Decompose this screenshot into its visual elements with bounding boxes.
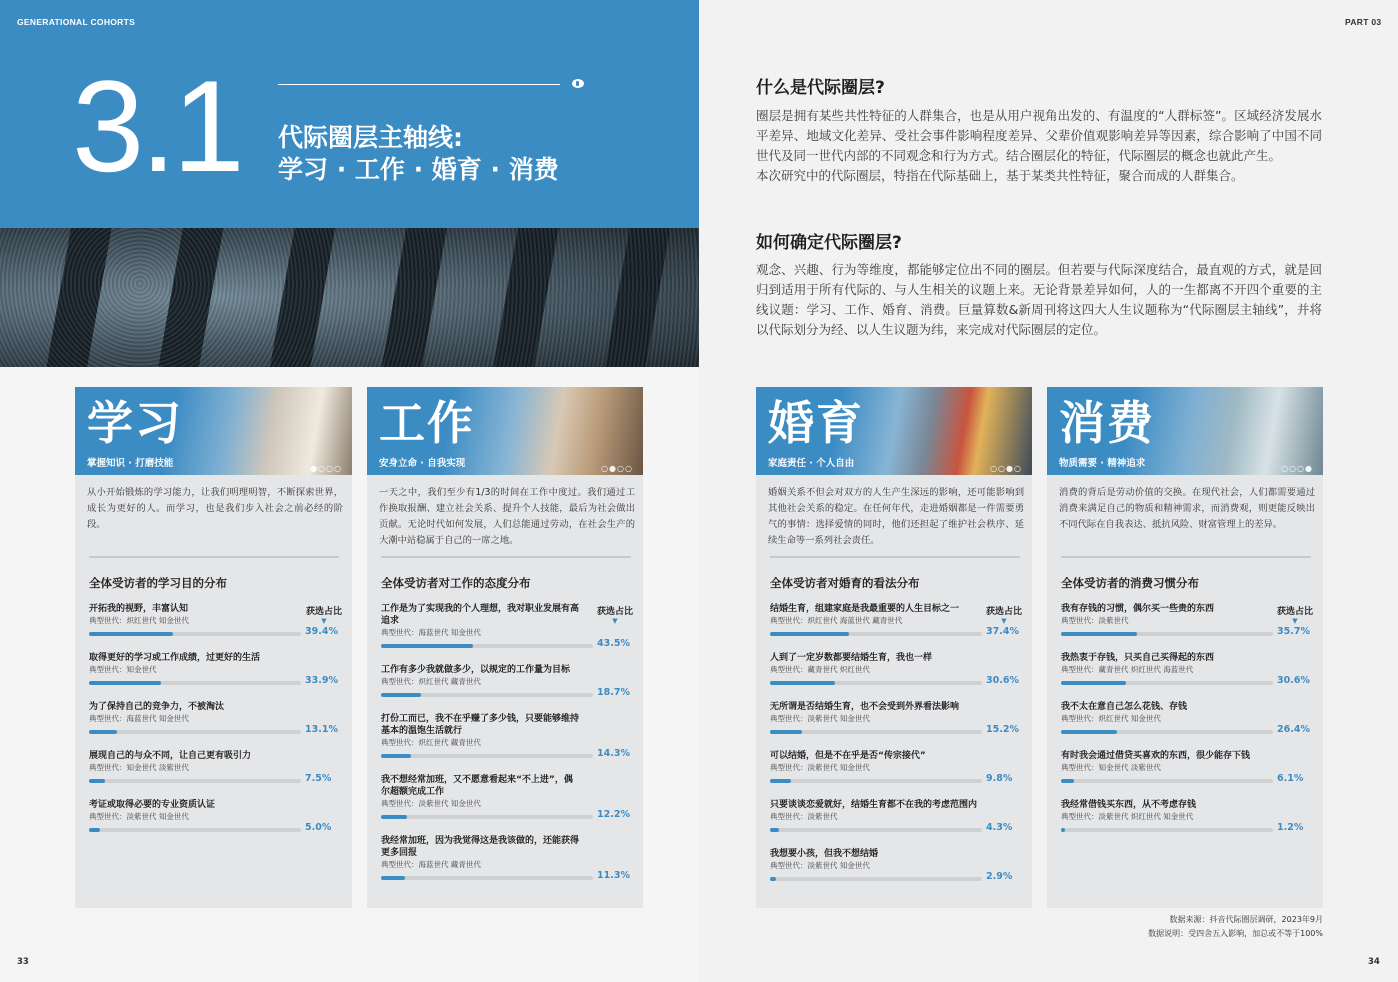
bar-value-label: 43.5% bbox=[597, 638, 630, 649]
bar-value-label: 2.9% bbox=[986, 871, 1013, 882]
card-marriage bbox=[756, 387, 1032, 908]
chart-row bbox=[770, 603, 985, 626]
bar-fill bbox=[381, 754, 411, 758]
row-label: 无所谓是否结婚生育，也不会受到外界看法影响 bbox=[770, 702, 960, 712]
bar-track bbox=[1061, 632, 1273, 636]
row-label: 为了保持自己的竞争力，不被淘汰 bbox=[89, 702, 225, 712]
bar-track bbox=[381, 815, 593, 819]
chart-row bbox=[89, 799, 304, 822]
bar-fill bbox=[770, 681, 835, 685]
row-label: 我经常加班，因为我觉得这是我该做的，还能获得更多回报 bbox=[381, 836, 580, 858]
bar-track bbox=[89, 730, 301, 734]
chart-row bbox=[770, 799, 985, 822]
row-label: 我不想经常加班，又不愿意看起来“不上进”，偶尔超额完成工作 bbox=[381, 775, 573, 797]
hero-divider bbox=[278, 84, 560, 85]
bar-track bbox=[381, 644, 593, 648]
row-generations: 典型世代：淡紫世代 炽红世代 知金世代 bbox=[1061, 812, 1194, 821]
bar-value-label: 33.9% bbox=[305, 675, 338, 686]
value-column-header bbox=[306, 604, 342, 625]
bar-value-label: 13.1% bbox=[305, 724, 338, 735]
row-generations: 典型世代：炽红世代 知金世代 bbox=[89, 616, 189, 625]
hero-title-line1: 代际圈层主轴线: bbox=[278, 123, 463, 152]
row-generations: 典型世代：炽红世代 海蓝世代 藏青世代 bbox=[770, 616, 903, 625]
bar-track bbox=[89, 828, 301, 832]
bar-track bbox=[1061, 730, 1273, 734]
bar-value-label: 6.1% bbox=[1277, 773, 1304, 784]
card-divider bbox=[89, 556, 339, 558]
chart-title: 全体受访者的消费习惯分布 bbox=[1061, 576, 1199, 590]
data-source: 数据来源：抖音代际圈层调研，2023年9月 bbox=[1169, 915, 1323, 924]
row-label: 取得更好的学习或工作成绩，过更好的生活 bbox=[89, 653, 261, 663]
row-generations: 典型世代：淡紫世代 知金世代 bbox=[770, 763, 870, 772]
bar-fill bbox=[1061, 779, 1074, 783]
section-number: 3.1 bbox=[72, 53, 241, 199]
chart-row bbox=[89, 652, 304, 675]
row-label: 只要谈谈恋爱就好，结婚生育都不在我的考虑范围内 bbox=[770, 800, 978, 810]
hero-dot-icon bbox=[572, 79, 584, 88]
bar-value-label: 15.2% bbox=[986, 724, 1019, 735]
row-generations: 典型世代：炽红世代 藏青世代 bbox=[381, 677, 481, 686]
bar-value-label: 30.6% bbox=[986, 675, 1019, 686]
bar-track bbox=[89, 632, 301, 636]
row-label: 展现自己的与众不同，让自己更有吸引力 bbox=[89, 751, 252, 761]
card-consumption-title: 消费 bbox=[1059, 396, 1155, 450]
bar-value-label: 9.8% bbox=[986, 773, 1013, 784]
chart-row bbox=[381, 774, 581, 809]
row-generations: 典型世代：知金世代 淡紫世代 bbox=[1061, 763, 1161, 772]
row-generations: 典型世代：淡紫世代 知金世代 bbox=[770, 861, 870, 870]
card-work-desc: 一天之中，我们至少有1/3的时间在工作中度过。我们通过工作换取报酬、建立社会关系、提升个人技能，最后为社会做出贡献。无论时代如何发展，人们总能通过劳动，在社会生产的大潮中站稳属于自己的一席之地。 bbox=[379, 487, 635, 546]
down-triangle-icon: ▼ bbox=[612, 617, 618, 625]
bar-fill bbox=[1061, 681, 1126, 685]
row-generations: 典型世代：知金世代 淡紫世代 bbox=[89, 763, 189, 772]
row-generations: 典型世代：知金世代 bbox=[89, 665, 157, 674]
bar-track bbox=[381, 693, 593, 697]
bar-value-label: 1.2% bbox=[1277, 822, 1304, 833]
bar-fill bbox=[770, 632, 849, 636]
card-consumption-subtitle: 物质需要 · 精神追求 bbox=[1059, 458, 1146, 469]
intro-q1-para1: 圈层是拥有某些共性特征的人群集合，也是从用户视角出发的、有温度的“人群标签”。区域经济发展水平差异、地域文化差异、受社会事件影响程度差异、父辈价值观影响差异等因素，综合影响了中国不同世代及同一世代内部的不同观念和行为方式。结合圈层化的特征，代际圈层的概念也就此产生。 bbox=[756, 108, 1322, 163]
row-generations: 典型世代：淡紫世代 知金世代 bbox=[89, 812, 189, 821]
chart-row bbox=[381, 835, 581, 870]
row-label: 人到了一定岁数都要结婚生育，我也一样 bbox=[770, 653, 933, 663]
row-label: 我想要小孩，但我不想结婚 bbox=[770, 849, 879, 859]
bar-track bbox=[381, 876, 593, 880]
bar-fill bbox=[770, 828, 779, 832]
card-divider bbox=[1061, 556, 1311, 558]
card-divider bbox=[381, 556, 631, 558]
bar-value-label: 39.4% bbox=[305, 626, 338, 637]
row-label: 工作有多少我就做多少，以规定的工作量为目标 bbox=[381, 665, 571, 675]
value-column-header bbox=[597, 604, 633, 625]
bar-fill bbox=[89, 730, 117, 734]
hero-title-line2: 学习 · 工作 · 婚育 · 消费 bbox=[278, 155, 559, 184]
row-generations: 典型世代：炽红世代 知金世代 bbox=[1061, 714, 1161, 723]
chart-row bbox=[1061, 701, 1276, 724]
chart-row bbox=[770, 652, 985, 675]
bar-value-label: 18.7% bbox=[597, 687, 630, 698]
down-triangle-icon: ▼ bbox=[1001, 617, 1007, 625]
bar-fill bbox=[1061, 730, 1117, 734]
card-marriage-subtitle: 家庭责任 · 个人自由 bbox=[768, 458, 855, 469]
card-work-title: 工作 bbox=[379, 396, 475, 450]
bar-value-label: 7.5% bbox=[305, 773, 332, 784]
intro-q2-title: 如何确定代际圈层? bbox=[756, 233, 902, 253]
bar-value-label: 5.0% bbox=[305, 822, 332, 833]
bar-fill bbox=[770, 877, 776, 881]
card-study-pager: ●○○○ bbox=[310, 464, 342, 473]
bar-fill bbox=[89, 828, 100, 832]
bar-fill bbox=[89, 681, 161, 685]
chart-row bbox=[381, 603, 581, 638]
bar-fill bbox=[1061, 828, 1065, 832]
chart-row bbox=[1061, 750, 1276, 773]
card-study-subtitle: 掌握知识 · 打磨技能 bbox=[87, 458, 174, 469]
chart-title: 全体受访者对婚育的看法分布 bbox=[770, 576, 920, 590]
card-work bbox=[367, 387, 643, 908]
bar-fill bbox=[770, 730, 802, 734]
row-generations: 典型世代：淡紫世代 bbox=[770, 812, 838, 821]
card-consumption-pager: ○○○● bbox=[1281, 464, 1313, 473]
bar-value-label: 30.6% bbox=[1277, 675, 1310, 686]
chart-title: 全体受访者的学习目的分布 bbox=[89, 576, 227, 590]
header-right-tag: PART 03 bbox=[1345, 17, 1382, 27]
row-label: 开拓我的视野，丰富认知 bbox=[89, 604, 189, 614]
chart-row bbox=[381, 713, 581, 748]
chart-row bbox=[770, 701, 985, 724]
intro-q1-title: 什么是代际圈层? bbox=[756, 78, 885, 98]
bar-track bbox=[770, 877, 982, 881]
card-marriage-pager: ○○●○ bbox=[990, 464, 1022, 473]
row-generations: 典型世代：淡紫世代 知金世代 bbox=[770, 714, 870, 723]
card-consumption-desc: 消费的背后是劳动价值的交换。在现代社会，人们都需要通过消费来满足自己的物质和精神需求，而消费观，则更能反映出不同代际在自我表达、抵抗风险、财富管理上的差异。 bbox=[1059, 487, 1315, 530]
card-marriage-title: 婚育 bbox=[768, 396, 864, 450]
bar-value-label: 11.3% bbox=[597, 870, 630, 881]
row-generations: 典型世代：炽红世代 藏青世代 bbox=[381, 738, 481, 747]
down-triangle-icon: ▼ bbox=[321, 617, 327, 625]
card-work-pager: ○●○○ bbox=[601, 464, 633, 473]
card-work-subtitle: 安身立命 · 自我实现 bbox=[379, 458, 466, 469]
bar-value-label: 12.2% bbox=[597, 809, 630, 820]
value-column-label: 获选占比 bbox=[305, 607, 342, 617]
bar-track bbox=[770, 779, 982, 783]
row-label: 我经常借钱买东西，从不考虑存钱 bbox=[1061, 800, 1197, 810]
bar-track bbox=[1061, 681, 1273, 685]
chart-row bbox=[770, 848, 985, 871]
hero-shadow-photo bbox=[0, 228, 699, 367]
page-number-left: 33 bbox=[17, 957, 29, 967]
row-label: 考证或取得必要的专业资质认证 bbox=[89, 800, 216, 810]
value-column-header bbox=[1277, 604, 1313, 625]
bar-track bbox=[770, 632, 982, 636]
bar-fill bbox=[381, 644, 473, 648]
bar-fill bbox=[381, 815, 407, 819]
data-note: 数据说明：受四舍五入影响，加总或不等于100% bbox=[1148, 929, 1323, 938]
card-consumption bbox=[1047, 387, 1323, 908]
header-left-tag: GENERATIONAL COHORTS bbox=[17, 17, 136, 27]
bar-track bbox=[89, 779, 301, 783]
chart-row bbox=[381, 664, 581, 687]
bar-fill bbox=[381, 876, 405, 880]
chart-title: 全体受访者对工作的态度分布 bbox=[381, 576, 531, 590]
chart-row bbox=[1061, 603, 1276, 626]
row-generations: 典型世代：淡紫世代 知金世代 bbox=[381, 799, 481, 808]
bar-track bbox=[1061, 779, 1273, 783]
bar-fill bbox=[770, 779, 791, 783]
chart-row bbox=[1061, 652, 1276, 675]
bar-fill bbox=[89, 632, 173, 636]
card-study-desc: 从小开始锻炼的学习能力，让我们明理明智，不断探索世界，成长为更好的人。而学习，也是我们步入社会之前必经的阶段。 bbox=[87, 487, 343, 530]
chart-row bbox=[89, 701, 304, 724]
bar-track bbox=[1061, 828, 1273, 832]
bar-track bbox=[381, 754, 593, 758]
bar-value-label: 4.3% bbox=[986, 822, 1013, 833]
bar-track bbox=[770, 681, 982, 685]
down-triangle-icon: ▼ bbox=[1292, 617, 1298, 625]
row-generations: 典型世代：海蓝世代 藏青世代 bbox=[381, 860, 481, 869]
row-label: 我热衷于存钱，只买自己买得起的东西 bbox=[1061, 653, 1215, 663]
bar-track bbox=[89, 681, 301, 685]
chart-row bbox=[89, 750, 304, 773]
row-label: 我不太在意自己怎么花钱、存钱 bbox=[1061, 702, 1188, 712]
bar-value-label: 37.4% bbox=[986, 626, 1019, 637]
value-column-label: 获选占比 bbox=[1276, 607, 1313, 617]
row-generations: 典型世代：藏青世代 炽红世代 海蓝世代 bbox=[1061, 665, 1194, 674]
intro-q1-para2: 本次研究中的代际圈层，特指在代际基础上，基于某类共性特征，聚合而成的人群集合。 bbox=[756, 168, 1244, 183]
row-label: 我有存钱的习惯，偶尔买一些贵的东西 bbox=[1061, 604, 1215, 614]
row-generations: 典型世代：海蓝世代 知金世代 bbox=[89, 714, 189, 723]
chart-row bbox=[770, 750, 985, 773]
card-study bbox=[75, 387, 352, 908]
hero-title bbox=[278, 122, 678, 186]
row-label: 有时我会通过借贷买喜欢的东西，很少能存下钱 bbox=[1061, 751, 1251, 761]
card-divider bbox=[770, 556, 1020, 558]
chart-row bbox=[1061, 799, 1276, 822]
intro-q1-text bbox=[756, 106, 1322, 186]
bar-fill bbox=[89, 779, 105, 783]
row-generations: 典型世代：淡紫世代 bbox=[1061, 616, 1129, 625]
bar-value-label: 26.4% bbox=[1277, 724, 1310, 735]
value-column-label: 获选占比 bbox=[596, 607, 633, 617]
row-generations: 典型世代：海蓝世代 知金世代 bbox=[381, 628, 481, 637]
row-label: 工作是为了实现我的个人理想，我对职业发展有高追求 bbox=[381, 604, 580, 626]
row-label: 可以结婚，但是不在乎是否“传宗接代” bbox=[770, 751, 926, 761]
bar-fill bbox=[381, 693, 421, 697]
bar-value-label: 35.7% bbox=[1277, 626, 1310, 637]
bar-fill bbox=[1061, 632, 1137, 636]
row-label: 打份工而已，我不在乎赚了多少钱，只要能够维持基本的温饱生活就行 bbox=[381, 714, 580, 736]
bar-value-label: 14.3% bbox=[597, 748, 630, 759]
card-marriage-desc: 婚姻关系不但会对双方的人生产生深远的影响，还可能影响到其他社会关系的稳定。在任何年代，走进婚姻都是一件需要勇气的事情：选择爱情的同时，他们还担起了维护社会秩序、延续生命等一系列社会责任。 bbox=[768, 487, 1024, 546]
chart-row bbox=[89, 603, 304, 626]
bar-track bbox=[770, 828, 982, 832]
page-number-right: 34 bbox=[1368, 957, 1380, 967]
card-study-title: 学习 bbox=[87, 396, 183, 450]
row-generations: 典型世代：藏青世代 炽红世代 bbox=[770, 665, 870, 674]
value-column-header bbox=[986, 604, 1022, 625]
row-label: 结婚生育，组建家庭是我最重要的人生目标之一 bbox=[770, 604, 960, 614]
intro-q2-text: 观念、兴趣、行为等维度，都能够定位出不同的圈层。但若要与代际深度结合，最直观的方式，就是回归到适用于所有代际的、与人生相关的议题上来。无论背景差异如何，人的一生都离不开四个重要的主线议题：学习、工作、婚育、消费。巨量算数&新周刊将这四大人生议题称为“代际圈层主轴线”，并将以代际划分为经、以人生议题为纬，来完成对代际圈层的定位。 bbox=[756, 262, 1322, 337]
value-column-label: 获选占比 bbox=[985, 607, 1022, 617]
bar-track bbox=[770, 730, 982, 734]
